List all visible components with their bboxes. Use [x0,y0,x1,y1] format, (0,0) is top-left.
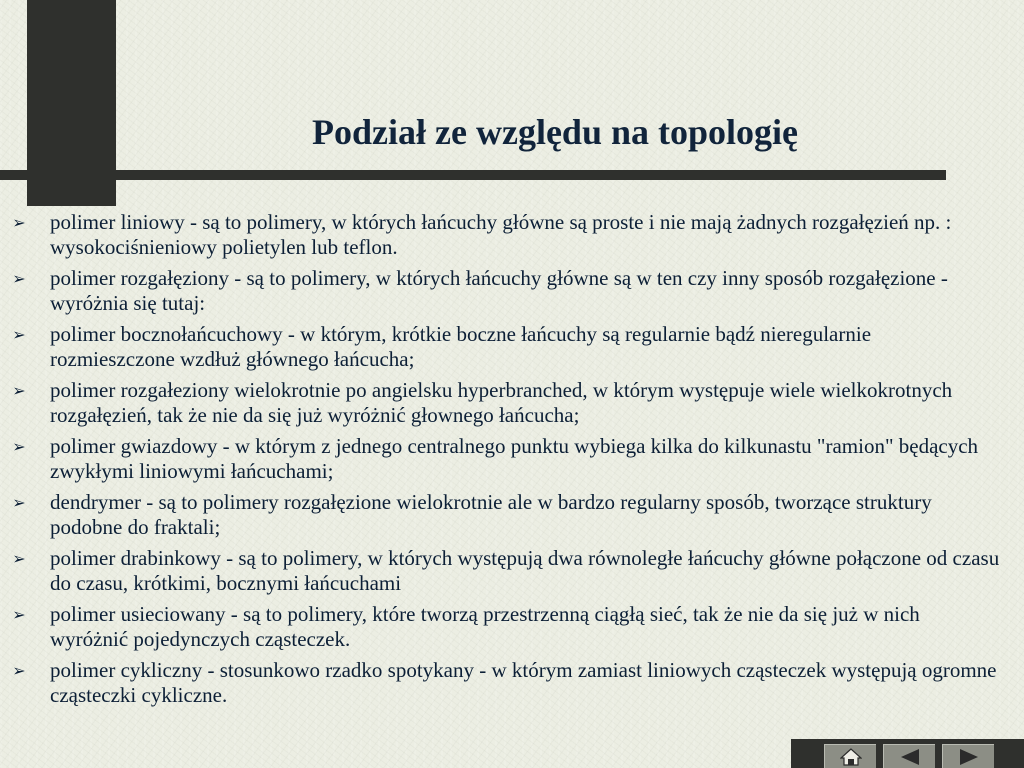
right-arrowhead-icon: ➢ [12,549,26,568]
list-item-text: polimer gwiazdowy - w którym z jednego centralnego punktu wybiega kilka do kilkunastu "ramion" będących zwykłymi liniowymi łańcuchami; [50,434,979,483]
list-item-text: polimer cykliczny - stosunkowo rzadko spotykany - w którym zamiast liniowych cząsteczek występują ogromne cząsteczki cykliczne. [50,658,997,707]
right-arrowhead-icon: ➢ [12,661,26,680]
next-button[interactable] [942,744,994,768]
right-arrowhead-icon: ➢ [12,213,26,232]
list-item-text: polimer bocznołańcuchowy - w którym, krótkie boczne łańcuchy są regularnie bądź nieregularnie rozmieszczone wzdłuż głównego łańcucha; [50,322,872,371]
list-item-text: dendrymer - są to polimery rozgałęzione wielokrotnie ale w bardzo regularny sposób, tworzące struktury podobne do fraktali; [50,490,932,539]
bullet-list [0,210,1000,714]
list-item-text: polimer usieciowany - są to polimery, które tworzą przestrzenną ciągłą sieć, tak że nie da się już w nich wyróżnić pojedynczych cząsteczek. [50,602,920,651]
next-icon [957,748,981,766]
right-arrowhead-icon: ➢ [12,269,26,288]
list-item-text: polimer rozgałęziony - są to polimery, w których łańcuchy główne są w ten czy inny sposób rozgałęzione - wyróżnia się tutaj: [50,266,948,315]
list-item [0,210,1000,260]
home-button[interactable] [824,744,876,768]
list-item [0,378,1000,428]
right-arrowhead-icon: ➢ [12,381,26,400]
list-item [0,546,1000,596]
right-arrowhead-icon: ➢ [12,605,26,624]
list-item [0,266,1000,316]
list-item-text: polimer liniowy - są to polimery, w których łańcuchy główne są proste i nie mają żadnych rozgałęzień np. : wysokociśnieniowy polietylen lub teflon. [50,210,952,259]
right-arrowhead-icon: ➢ [12,493,26,512]
navigation-bar [791,739,1024,768]
list-item [0,490,1000,540]
previous-icon [898,748,922,766]
right-arrowhead-icon: ➢ [12,437,26,456]
right-arrowhead-icon: ➢ [12,325,26,344]
home-icon [840,747,862,767]
slide-title: Podział ze względu na topologię [312,112,798,152]
title-divider [0,170,946,180]
previous-button[interactable] [883,744,935,768]
list-item [0,434,1000,484]
list-item-text: polimer drabinkowy - są to polimery, w których występują dwa równoległe łańcuchy główne połączone od czasu do czasu, krótkimi, bocznymi łańcuchami [50,546,1000,595]
list-item-text: polimer rozgałeziony wielokrotnie po angielsku hyperbranched, w którym występuje wiele wielkokrotnych rozgałęzień, tak że nie da się już wyróżnić głownego łańcucha; [50,378,953,427]
list-item [0,658,1000,708]
list-item [0,322,1000,372]
list-item [0,602,1000,652]
